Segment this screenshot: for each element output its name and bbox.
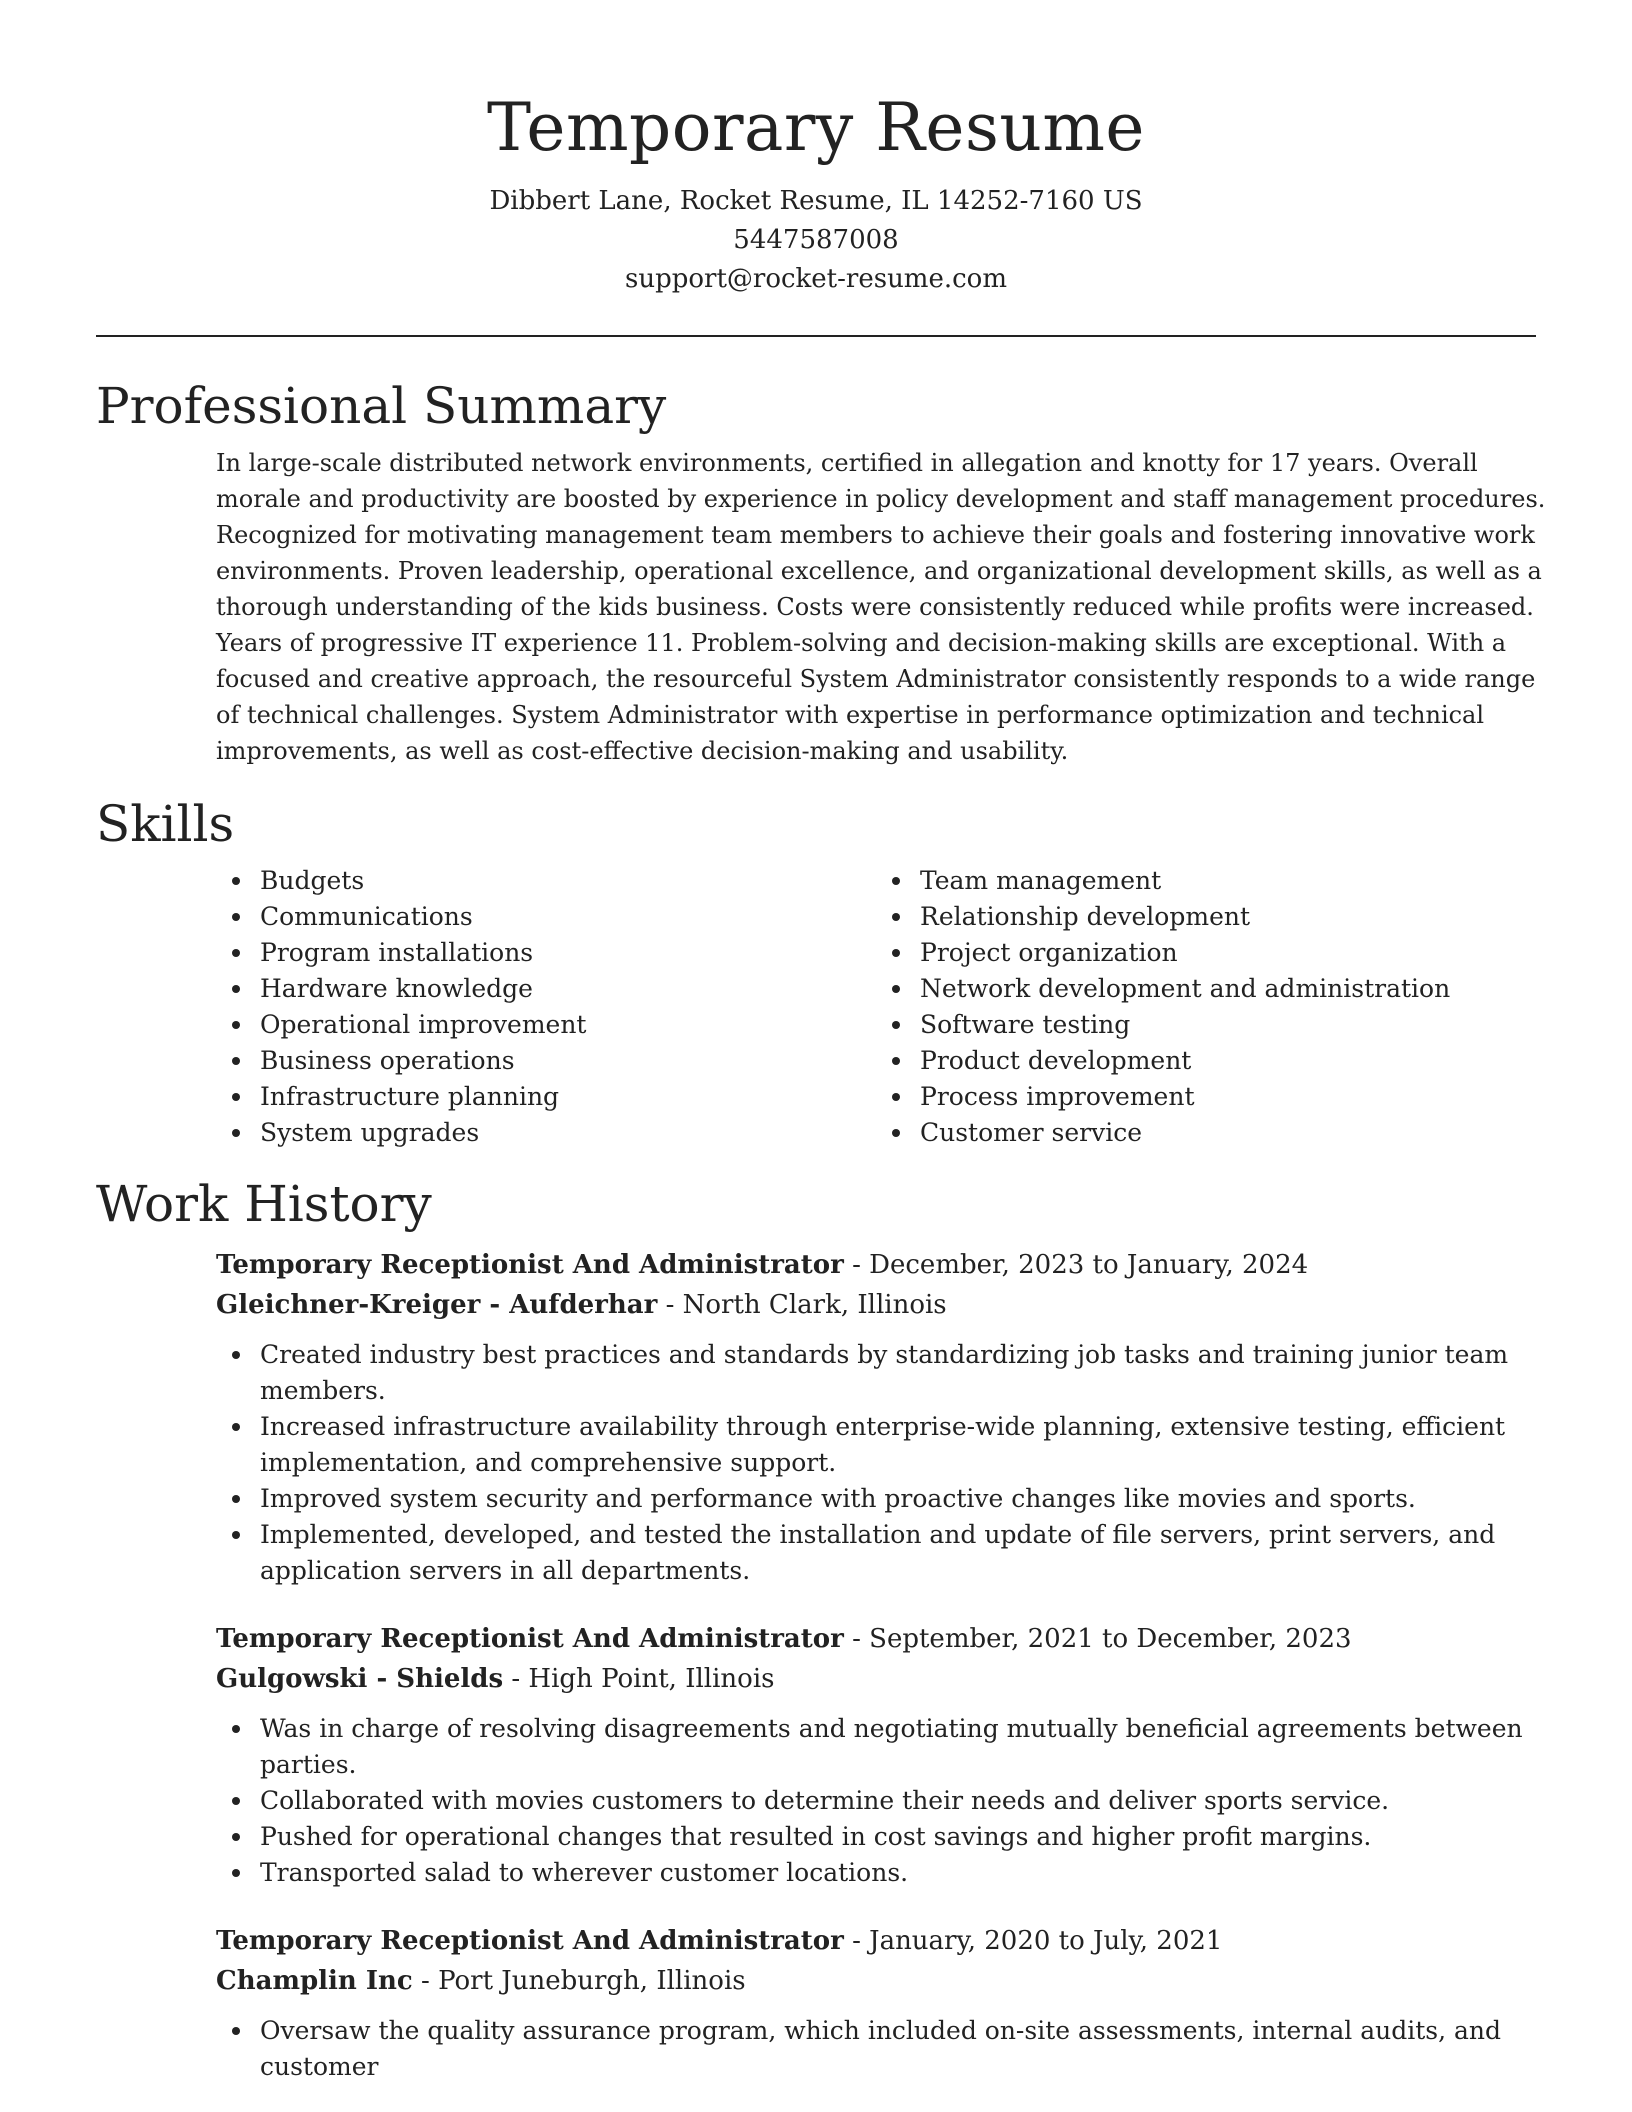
skill-item: Relationship development: [920, 899, 1536, 935]
skill-item: Team management: [920, 863, 1536, 899]
contact-phone: 5447587008: [733, 225, 899, 255]
job-bullet: Transported salad to wherever customer locations.: [260, 1855, 1552, 1891]
job-entry: [216, 1619, 1552, 1891]
skill-item: Business operations: [260, 1043, 876, 1079]
job-location: - Port Juneburgh, Illinois: [412, 1966, 746, 1996]
skills-columns: [216, 863, 1536, 1151]
job-bullet: Collaborated with movies customers to determine their needs and deliver sports service.: [260, 1783, 1552, 1819]
contact-address: Dibbert Lane, Rocket Resume, IL 14252-7160 US: [489, 186, 1143, 216]
resume-page: [96, 0, 1546, 2085]
skill-item: Communications: [260, 899, 876, 935]
job-title: Temporary Receptionist And Administrator: [216, 1250, 844, 1280]
work-history-section: [96, 1173, 1536, 2085]
skills-right-column: [876, 863, 1536, 1151]
job-bullet: Created industry best practices and standards by standardizing job tasks and training junior team members.: [260, 1337, 1552, 1409]
skill-item: Program installations: [260, 935, 876, 971]
job-bullets: [216, 1337, 1552, 1589]
job-company: Champlin Inc: [216, 1966, 413, 1996]
summary-text: In large-scale distributed network environments, certified in allegation and knotty for 17 years. Overall morale and productivity are boosted by experience in policy development and staff management procedures. Recognized for motivating management team members to achieve their goals and fostering innovative work environments. Proven leadership, operational excellence, and organizational development skills, as well as a thorough understanding of the kids business. Costs were consistently reduced while profits were increased. Years of progressive IT experience 11. Problem-solving and decision-making skills are exceptional. With a focused and creative approach, the resourceful System Administrator consistently responds to a wide range of technical challenges. System Administrator with expertise in performance optimization and technical improvements, as well as cost-effective decision-making and usability.: [216, 449, 1546, 765]
job-bullets: [216, 2013, 1552, 2085]
job-location: - North Clark, Illinois: [657, 1290, 947, 1320]
work-history-heading: Work History: [96, 1175, 432, 1233]
job-company: Gulgowski - Shields: [216, 1664, 504, 1694]
skill-item: Software testing: [920, 1007, 1536, 1043]
resume-title: Temporary Resume: [486, 89, 1145, 166]
resume-header: [96, 0, 1536, 299]
skill-item: Customer service: [920, 1115, 1536, 1151]
job-title-line: [216, 1619, 1552, 1659]
job-bullet: Implemented, developed, and tested the installation and update of file servers, print servers, and application servers in all departments.: [260, 1517, 1552, 1589]
job-bullet: Increased infrastructure availability through enterprise-wide planning, extensive testing, efficient implementation, and comprehensive support.: [260, 1409, 1552, 1481]
skill-item: Operational improvement: [260, 1007, 876, 1043]
job-bullet: Pushed for operational changes that resulted in cost savings and higher profit margins.: [260, 1819, 1552, 1855]
professional-summary-section: [96, 375, 1546, 769]
job-title-line: [216, 1921, 1552, 1961]
job-dates: - January, 2020 to July, 2021: [843, 1926, 1223, 1956]
job-entry: [216, 1921, 1552, 2085]
job-dates: - September, 2021 to December, 2023: [843, 1624, 1352, 1654]
job-bullet: Improved system security and performance with proactive changes like movies and sports.: [260, 1481, 1552, 1517]
job-dates: - December, 2023 to January, 2024: [843, 1250, 1309, 1280]
skill-item: Budgets: [260, 863, 876, 899]
job-location: - High Point, Illinois: [503, 1664, 775, 1694]
job-company-line: [216, 1961, 1552, 2001]
skills-heading: Skills: [96, 795, 235, 853]
job-company-line: [216, 1659, 1552, 1699]
skill-item: Project organization: [920, 935, 1536, 971]
skill-item: Hardware knowledge: [260, 971, 876, 1007]
job-company: Gleichner-Kreiger - Aufderhar: [216, 1290, 658, 1320]
skills-left-column: [216, 863, 876, 1151]
skill-item: System upgrades: [260, 1115, 876, 1151]
skills-section: [96, 793, 1536, 1151]
job-title-line: [216, 1245, 1552, 1285]
contact-email: support@rocket-resume.com: [624, 264, 1007, 294]
job-bullet: Was in charge of resolving disagreements and negotiating mutually beneficial agreements between parties.: [260, 1711, 1552, 1783]
job-entry: [216, 1245, 1552, 1589]
skill-item: Network development and administration: [920, 971, 1536, 1007]
skill-item: Process improvement: [920, 1079, 1536, 1115]
skill-item: Product development: [920, 1043, 1536, 1079]
job-title: Temporary Receptionist And Administrator: [216, 1624, 844, 1654]
summary-heading: Professional Summary: [96, 377, 667, 435]
contact-block: [96, 182, 1536, 299]
job-bullets: [216, 1711, 1552, 1891]
job-company-line: [216, 1285, 1552, 1325]
skill-item: Infrastructure planning: [260, 1079, 876, 1115]
header-divider: [96, 335, 1536, 337]
job-title: Temporary Receptionist And Administrator: [216, 1926, 844, 1956]
job-bullet: Oversaw the quality assurance program, which included on-site assessments, internal audits, and customer: [260, 2013, 1552, 2085]
